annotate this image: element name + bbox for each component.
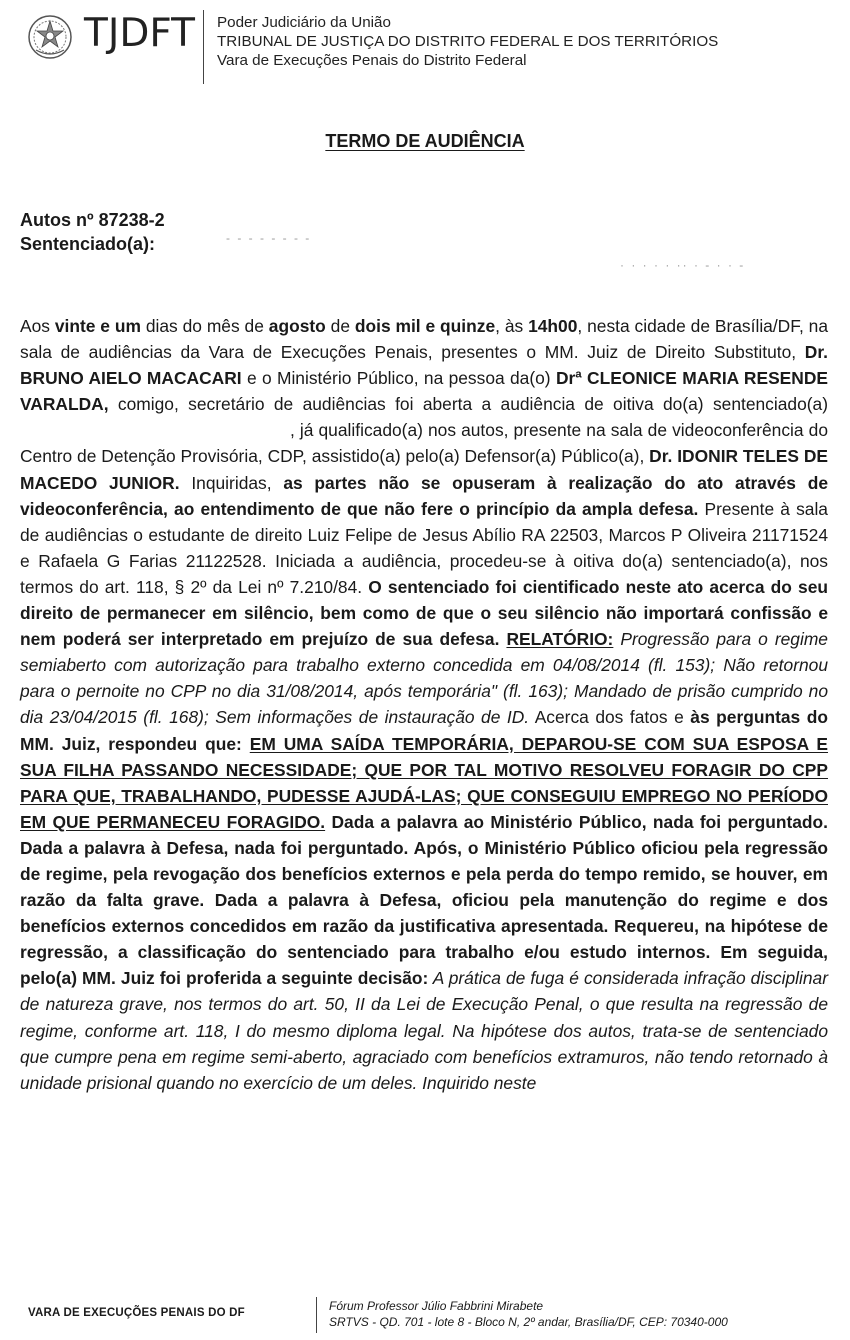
footer-street: SRTVS - QD. 701 - lote 8 - Bloco N, 2º andar, Brasília/DF, CEP: 70340-000 <box>329 1315 728 1329</box>
relatorio-heading: RELATÓRIO: <box>506 629 614 650</box>
footer-court-name: VARA DE EXECUÇÕES PENAIS DO DF <box>28 1307 245 1319</box>
redaction-mark: - - - - - - - - <box>226 231 312 245</box>
sentenciado-label: Sentenciado(a): <box>20 234 156 254</box>
document-title <box>0 131 850 152</box>
defendant-statement: EM UMA SAÍDA TEMPORÁRIA, DEPAROU-SE COM SUA ESPOSA E SUA FILHA PASSANDO NECESSIDADE; QUE POR TAL MOTIVO RESOLVEU FORAGIR DO CPP PARA QUE, TRABALHANDO, PUDESSE AJUDÁ-LAS; QUE CONSEGUIU EMPREGO NO PERÍODO EM QUE PERMANECEU FORAGIDO. <box>20 733 829 832</box>
header-line-3: Vara de Execuções Penais do Distrito Federal <box>217 52 527 69</box>
autos-number: Autos nº 87238-2 <box>20 210 165 230</box>
header-divider <box>203 10 204 84</box>
footer-divider <box>316 1297 317 1333</box>
case-info <box>20 208 165 256</box>
hearing-text: Aos vinte e um dias do mês de agosto de dois mil e quinze, às 14h00, nesta cidade de Brasília/DF, na sala de audiências da Vara de Execuções Penais, presentes o MM. Juiz de Direito Substituto, Dr. BRUNO AIELO MACACARI e o Ministério Público, na pessoa da(o) Drª CLEONICE MARIA RESENDE VARALDA, comigo, secretário de audiências foi aberta a audiência de oitiva do(a) sentenciado(a), já qualificado(a) nos autos, presente na sala de videoconferência do Centro de Detenção Provisória, CDP, assistido(a) pelo(a) Defensor(a) Público(a), Dr. IDONIR TELES DE MACEDO JUNIOR. Inquiridas, as partes não se opuseram à realização do ato através de videoconferência, ao entendimento de que não fere o princípio da ampla defesa. Presente à sala de audiências o estudante de direito Luiz Felipe de Jesus Abílio RA 22503, Marcos P Oliveira 21171524 e Rafaela G Farias 21122528. Iniciada a audiência, procedeu-se à oitiva do(a) sentenciado(a), nos termos do art. 118, § 2º da Lei nº 7.210/84. O sentenciado foi cientificado neste ato acerca do seu direito de permanecer em silêncio, bem como de que o seu silêncio não importará confissão e nem poderá ser interpretado em prejuízo de sua defesa. RELATÓRIO: Progressão para o regime semiaberto com autorização para trabalho externo concedida em 04/08/2014 (fl. 153); Não retornou para o pernoite no CPP no dia 31/08/2014, após temporária" (fl. 163); Mandado de prisão cumprido no dia 23/04/2015 (fl. 168); Sem informações de instauração de ID. Acerca dos fatos e às perguntas do MM. Juiz, respondeu que: EM UMA SAÍDA TEMPORÁRIA, DEPAROU-SE COM SUA ESPOSA E SUA FILHA PASSANDO NECESSIDADE; QUE POR TAL MOTIVO RESOLVEU FORAGIR DO CPP PARA QUE, TRABALHANDO, PUDESSE AJUDÁ-LAS; QUE CONSEGUIU EMPREGO NO PERÍODO EM QUE PERMANECEU FORAGIDO. Dada a palavra ao Ministério Público, nada foi perguntado. Dada a palavra à Defesa, nada foi perguntado. Após, o Ministério Público oficiou pela regressão de regime, pela revogação dos benefícios externos e pela perda do tempo remido, se houver, em razão da falta grave. Dada a palavra à Defesa, oficiou pela manutenção do regime e dos benefícios externos concedidos em razão da justificativa apresentada. Requereu, na hipótese de regressão, a classificação do sentenciado para trabalho e/ou estudo internos. Em seguida, pelo(a) MM. Juiz foi proferida a seguinte decisão: A prática de fuga é considerada infração disciplinar de natureza grave, nos termos do art. 50, II da Lei de Execução Penal, o que resulta na regressão de regime, conforme art. 118, I do mesmo diploma legal. Na hipótese dos autos, trata-se de sentenciado que cumpre pena em regime semi-aberto, agraciado com benefícios extramuros, não tendo retornado à unidade prisional quando no exercício de um deles. Inquirido neste <box>20 316 829 1093</box>
redaction-mark: · · · · · ·· · - · · - <box>620 258 746 272</box>
header-line-1: Poder Judiciário da União <box>217 14 391 31</box>
tjdft-logo: TJDFT <box>84 11 195 56</box>
footer-forum: Fórum Professor Júlio Fabbrini Mirabete <box>329 1299 544 1313</box>
header-text <box>217 13 718 70</box>
footer-address <box>329 1298 728 1330</box>
title-text: TERMO DE AUDIÊNCIA <box>325 131 525 151</box>
header-line-2: TRIBUNAL DE JUSTIÇA DO DISTRITO FEDERAL E DOS TERRITÓRIOS <box>217 33 719 50</box>
coat-of-arms-icon <box>27 14 73 60</box>
